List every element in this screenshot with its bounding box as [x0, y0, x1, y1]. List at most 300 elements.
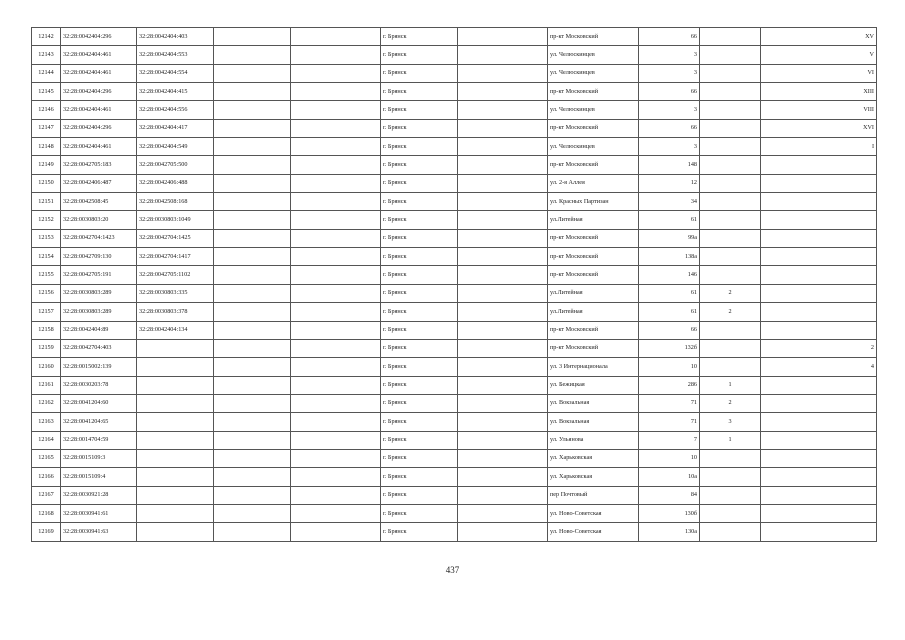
- empty-cell: [214, 101, 291, 119]
- table-row: [32, 468, 877, 486]
- house-number: 71: [639, 394, 700, 412]
- empty-cell: [458, 523, 548, 541]
- cadastral-number: 32:28:0042404:296: [61, 119, 137, 137]
- empty-cell: [214, 119, 291, 137]
- cadastral-number: 32:28:0042404:461: [61, 101, 137, 119]
- object-cadastral-number: 32:28:0042404:417: [137, 119, 214, 137]
- object-cadastral-number: 32:28:0042404:549: [137, 138, 214, 156]
- building-number: [700, 83, 761, 101]
- city: г. Брянск: [381, 523, 458, 541]
- street: ул. Вокзальная: [548, 413, 639, 431]
- premises-number: V: [761, 46, 877, 64]
- record-number: 12146: [32, 101, 61, 119]
- house-number: 3: [639, 64, 700, 82]
- city: г. Брянск: [381, 468, 458, 486]
- street: ул.Литейная: [548, 284, 639, 302]
- street: пр-кт Московский: [548, 156, 639, 174]
- cadastral-number: 32:28:0041204:65: [61, 413, 137, 431]
- empty-cell: [291, 339, 381, 357]
- empty-cell: [214, 394, 291, 412]
- premises-number: [761, 413, 877, 431]
- cadastral-number: 32:28:0042404:461: [61, 138, 137, 156]
- empty-cell: [291, 358, 381, 376]
- object-cadastral-number: 32:28:0030803:1049: [137, 211, 214, 229]
- house-number: 66: [639, 321, 700, 339]
- empty-cell: [458, 266, 548, 284]
- street: пр-кт Московский: [548, 119, 639, 137]
- empty-cell: [291, 28, 381, 46]
- record-number: 12157: [32, 303, 61, 321]
- object-cadastral-number: 32:28:0042508:168: [137, 193, 214, 211]
- empty-cell: [458, 413, 548, 431]
- city: г. Брянск: [381, 119, 458, 137]
- street: ул. Челюскинцев: [548, 64, 639, 82]
- empty-cell: [458, 119, 548, 137]
- empty-cell: [214, 321, 291, 339]
- empty-cell: [458, 174, 548, 192]
- table-row: [32, 504, 877, 522]
- premises-number: [761, 486, 877, 504]
- cadastral-number: 32:28:0042404:296: [61, 28, 137, 46]
- empty-cell: [291, 284, 381, 302]
- table-row: [32, 266, 877, 284]
- record-number: 12165: [32, 449, 61, 467]
- premises-number: [761, 229, 877, 247]
- house-number: 34: [639, 193, 700, 211]
- table-row: [32, 248, 877, 266]
- table-row: [32, 413, 877, 431]
- building-number: [700, 339, 761, 357]
- empty-cell: [214, 449, 291, 467]
- object-cadastral-number: [137, 431, 214, 449]
- record-number: 12168: [32, 504, 61, 522]
- premises-number: VI: [761, 64, 877, 82]
- object-cadastral-number: 32:28:0030803:378: [137, 303, 214, 321]
- building-number: [700, 449, 761, 467]
- object-cadastral-number: [137, 358, 214, 376]
- building-number: [700, 229, 761, 247]
- cadastral-number: 32:28:0042404:461: [61, 64, 137, 82]
- empty-cell: [214, 64, 291, 82]
- building-number: [700, 486, 761, 504]
- empty-cell: [291, 413, 381, 431]
- premises-number: XV: [761, 28, 877, 46]
- empty-cell: [291, 193, 381, 211]
- record-number: 12158: [32, 321, 61, 339]
- premises-number: XIII: [761, 83, 877, 101]
- street: ул. Челюскинцев: [548, 46, 639, 64]
- street: пр-кт Московский: [548, 83, 639, 101]
- city: г. Брянск: [381, 138, 458, 156]
- empty-cell: [458, 339, 548, 357]
- street: ул. Ново-Советская: [548, 504, 639, 522]
- empty-cell: [291, 394, 381, 412]
- building-number: [700, 468, 761, 486]
- object-cadastral-number: [137, 504, 214, 522]
- cadastral-number: 32:28:0041204:60: [61, 394, 137, 412]
- table-row: [32, 229, 877, 247]
- empty-cell: [214, 339, 291, 357]
- empty-cell: [458, 193, 548, 211]
- table-row: [32, 376, 877, 394]
- city: г. Брянск: [381, 303, 458, 321]
- cadastral-number: 32:28:0042705:191: [61, 266, 137, 284]
- house-number: 61: [639, 284, 700, 302]
- city: г. Брянск: [381, 358, 458, 376]
- object-cadastral-number: 32:28:0042404:415: [137, 83, 214, 101]
- cadastral-number: 32:28:0030203:78: [61, 376, 137, 394]
- house-number: 138а: [639, 248, 700, 266]
- empty-cell: [458, 376, 548, 394]
- empty-cell: [291, 431, 381, 449]
- record-number: 12153: [32, 229, 61, 247]
- building-number: [700, 46, 761, 64]
- cadastral-number: 32:28:0042508:45: [61, 193, 137, 211]
- cadastral-number: 32:28:0015109:3: [61, 449, 137, 467]
- record-number: 12155: [32, 266, 61, 284]
- empty-cell: [458, 83, 548, 101]
- empty-cell: [214, 266, 291, 284]
- house-number: 61: [639, 303, 700, 321]
- house-number: 7: [639, 431, 700, 449]
- cadastral-number: 32:28:0030803:20: [61, 211, 137, 229]
- record-number: 12156: [32, 284, 61, 302]
- cadastral-number: 32:28:0042404:89: [61, 321, 137, 339]
- object-cadastral-number: [137, 376, 214, 394]
- empty-cell: [291, 303, 381, 321]
- street: ул. 3 Интернационала: [548, 358, 639, 376]
- record-number: 12159: [32, 339, 61, 357]
- city: г. Брянск: [381, 28, 458, 46]
- city: г. Брянск: [381, 284, 458, 302]
- object-cadastral-number: 32:28:0042404:553: [137, 46, 214, 64]
- empty-cell: [291, 46, 381, 64]
- empty-cell: [458, 28, 548, 46]
- table-row: [32, 284, 877, 302]
- city: г. Брянск: [381, 413, 458, 431]
- city: г. Брянск: [381, 211, 458, 229]
- empty-cell: [291, 211, 381, 229]
- premises-number: [761, 284, 877, 302]
- city: г. Брянск: [381, 321, 458, 339]
- building-number: 3: [700, 413, 761, 431]
- building-number: [700, 174, 761, 192]
- record-number: 12143: [32, 46, 61, 64]
- table-row: [32, 303, 877, 321]
- street: ул. Ново-Советская: [548, 523, 639, 541]
- empty-cell: [458, 504, 548, 522]
- object-cadastral-number: 32:28:0042404:554: [137, 64, 214, 82]
- table-row: [32, 83, 877, 101]
- empty-cell: [214, 431, 291, 449]
- empty-cell: [214, 413, 291, 431]
- table-row: [32, 449, 877, 467]
- city: г. Брянск: [381, 174, 458, 192]
- building-number: 1: [700, 376, 761, 394]
- building-number: [700, 138, 761, 156]
- building-number: [700, 321, 761, 339]
- building-number: 1: [700, 431, 761, 449]
- empty-cell: [458, 211, 548, 229]
- record-number: 12147: [32, 119, 61, 137]
- premises-number: XVI: [761, 119, 877, 137]
- premises-number: [761, 376, 877, 394]
- street: ул. Харьковская: [548, 468, 639, 486]
- cadastral-number: 32:28:0042406:487: [61, 174, 137, 192]
- street: ул. Ульянова: [548, 431, 639, 449]
- empty-cell: [291, 468, 381, 486]
- record-number: 12145: [32, 83, 61, 101]
- house-number: 130а: [639, 523, 700, 541]
- table-row: [32, 193, 877, 211]
- city: г. Брянск: [381, 193, 458, 211]
- record-number: 12162: [32, 394, 61, 412]
- empty-cell: [458, 431, 548, 449]
- record-number: 12154: [32, 248, 61, 266]
- premises-number: [761, 193, 877, 211]
- empty-cell: [214, 468, 291, 486]
- object-cadastral-number: 32:28:0030803:335: [137, 284, 214, 302]
- record-number: 12167: [32, 486, 61, 504]
- table-row: [32, 156, 877, 174]
- empty-cell: [291, 229, 381, 247]
- building-number: [700, 101, 761, 119]
- street: ул. Бежицкая: [548, 376, 639, 394]
- city: г. Брянск: [381, 248, 458, 266]
- object-cadastral-number: 32:28:0042705:500: [137, 156, 214, 174]
- empty-cell: [291, 504, 381, 522]
- empty-cell: [291, 449, 381, 467]
- empty-cell: [458, 303, 548, 321]
- house-number: 146: [639, 266, 700, 284]
- city: г. Брянск: [381, 431, 458, 449]
- empty-cell: [214, 138, 291, 156]
- cadastral-number: 32:28:0042705:183: [61, 156, 137, 174]
- house-number: 12: [639, 174, 700, 192]
- building-number: [700, 358, 761, 376]
- cadastral-number: 32:28:0015002:139: [61, 358, 137, 376]
- building-number: [700, 156, 761, 174]
- house-number: 10: [639, 449, 700, 467]
- empty-cell: [291, 266, 381, 284]
- street: ул. Челюскинцев: [548, 138, 639, 156]
- empty-cell: [458, 138, 548, 156]
- building-number: [700, 64, 761, 82]
- street: ул. Вокзальная: [548, 394, 639, 412]
- city: г. Брянск: [381, 101, 458, 119]
- premises-number: VIII: [761, 101, 877, 119]
- empty-cell: [214, 193, 291, 211]
- empty-cell: [214, 486, 291, 504]
- house-number: 3: [639, 101, 700, 119]
- empty-cell: [458, 229, 548, 247]
- premises-number: I: [761, 138, 877, 156]
- cadastral-number: 32:28:0030803:289: [61, 303, 137, 321]
- empty-cell: [214, 376, 291, 394]
- object-cadastral-number: 32:28:0042705:1102: [137, 266, 214, 284]
- building-number: [700, 193, 761, 211]
- object-cadastral-number: 32:28:0042704:1425: [137, 229, 214, 247]
- street: пр-кт Московский: [548, 339, 639, 357]
- street: пр-кт Московский: [548, 266, 639, 284]
- city: г. Брянск: [381, 156, 458, 174]
- object-cadastral-number: [137, 523, 214, 541]
- empty-cell: [458, 449, 548, 467]
- building-number: 2: [700, 284, 761, 302]
- object-cadastral-number: [137, 468, 214, 486]
- table-row: [32, 28, 877, 46]
- record-number: 12142: [32, 28, 61, 46]
- object-cadastral-number: [137, 486, 214, 504]
- empty-cell: [214, 504, 291, 522]
- house-number: 66: [639, 28, 700, 46]
- city: г. Брянск: [381, 339, 458, 357]
- empty-cell: [214, 284, 291, 302]
- premises-number: [761, 303, 877, 321]
- empty-cell: [458, 394, 548, 412]
- building-number: 2: [700, 303, 761, 321]
- table-row: [32, 431, 877, 449]
- city: г. Брянск: [381, 449, 458, 467]
- city: г. Брянск: [381, 504, 458, 522]
- cadastral-number: 32:28:0042704:403: [61, 339, 137, 357]
- house-number: 66: [639, 83, 700, 101]
- premises-number: 4: [761, 358, 877, 376]
- object-cadastral-number: [137, 413, 214, 431]
- street: ул.Литейная: [548, 303, 639, 321]
- empty-cell: [291, 376, 381, 394]
- empty-cell: [458, 321, 548, 339]
- object-cadastral-number: [137, 339, 214, 357]
- house-number: 286: [639, 376, 700, 394]
- table-row: [32, 46, 877, 64]
- street: ул. 2-я Аллея: [548, 174, 639, 192]
- premises-number: [761, 523, 877, 541]
- page-number: 437: [445, 565, 460, 575]
- street: пр-кт Московский: [548, 28, 639, 46]
- table-row: [32, 174, 877, 192]
- premises-number: [761, 266, 877, 284]
- object-cadastral-number: [137, 449, 214, 467]
- table-row: [32, 101, 877, 119]
- street: пр-кт Московский: [548, 229, 639, 247]
- table-row: [32, 486, 877, 504]
- empty-cell: [458, 358, 548, 376]
- building-number: [700, 248, 761, 266]
- house-number: 10а: [639, 468, 700, 486]
- house-number: 99а: [639, 229, 700, 247]
- premises-number: [761, 504, 877, 522]
- building-number: [700, 523, 761, 541]
- cadastral-number: 32:28:0030921:28: [61, 486, 137, 504]
- premises-number: [761, 321, 877, 339]
- city: г. Брянск: [381, 486, 458, 504]
- table-row: [32, 211, 877, 229]
- empty-cell: [214, 248, 291, 266]
- premises-number: [761, 394, 877, 412]
- premises-number: [761, 248, 877, 266]
- object-cadastral-number: 32:28:0042406:488: [137, 174, 214, 192]
- record-number: 12166: [32, 468, 61, 486]
- house-number: 66: [639, 119, 700, 137]
- cadastral-number: 32:28:0015109:4: [61, 468, 137, 486]
- object-cadastral-number: 32:28:0042704:1417: [137, 248, 214, 266]
- building-number: 2: [700, 394, 761, 412]
- cadastral-number: 32:28:0042404:461: [61, 46, 137, 64]
- empty-cell: [214, 358, 291, 376]
- empty-cell: [291, 486, 381, 504]
- premises-number: 2: [761, 339, 877, 357]
- city: г. Брянск: [381, 64, 458, 82]
- street: пр-кт Московский: [548, 321, 639, 339]
- building-number: [700, 28, 761, 46]
- premises-number: [761, 449, 877, 467]
- empty-cell: [291, 174, 381, 192]
- empty-cell: [458, 468, 548, 486]
- house-number: 71: [639, 413, 700, 431]
- house-number: 3: [639, 46, 700, 64]
- empty-cell: [214, 28, 291, 46]
- house-number: 84: [639, 486, 700, 504]
- empty-cell: [214, 46, 291, 64]
- object-cadastral-number: 32:28:0042404:403: [137, 28, 214, 46]
- city: г. Брянск: [381, 229, 458, 247]
- building-number: [700, 504, 761, 522]
- empty-cell: [291, 64, 381, 82]
- record-number: 12151: [32, 193, 61, 211]
- building-number: [700, 266, 761, 284]
- record-number: 12163: [32, 413, 61, 431]
- table-body: [32, 28, 877, 542]
- empty-cell: [291, 248, 381, 266]
- premises-number: [761, 468, 877, 486]
- empty-cell: [458, 248, 548, 266]
- empty-cell: [291, 523, 381, 541]
- empty-cell: [291, 156, 381, 174]
- street: ул. Харьковская: [548, 449, 639, 467]
- table-row: [32, 64, 877, 82]
- premises-number: [761, 174, 877, 192]
- street: ул.Литейная: [548, 211, 639, 229]
- record-number: 12169: [32, 523, 61, 541]
- building-number: [700, 211, 761, 229]
- cadastral-number: 32:28:0030941:61: [61, 504, 137, 522]
- empty-cell: [291, 119, 381, 137]
- street: пр-кт Московский: [548, 248, 639, 266]
- table-row: [32, 358, 877, 376]
- record-number: 12164: [32, 431, 61, 449]
- record-number: 12144: [32, 64, 61, 82]
- table-row: [32, 119, 877, 137]
- house-number: 3: [639, 138, 700, 156]
- empty-cell: [214, 211, 291, 229]
- registry-table: [31, 27, 877, 542]
- empty-cell: [214, 83, 291, 101]
- building-number: [700, 119, 761, 137]
- premises-number: [761, 156, 877, 174]
- table-row: [32, 321, 877, 339]
- city: г. Брянск: [381, 266, 458, 284]
- cadastral-number: 32:28:0030941:63: [61, 523, 137, 541]
- table-row: [32, 523, 877, 541]
- table-row: [32, 339, 877, 357]
- empty-cell: [458, 64, 548, 82]
- empty-cell: [214, 174, 291, 192]
- city: г. Брянск: [381, 46, 458, 64]
- cadastral-number: 32:28:0042404:296: [61, 83, 137, 101]
- empty-cell: [214, 523, 291, 541]
- empty-cell: [291, 101, 381, 119]
